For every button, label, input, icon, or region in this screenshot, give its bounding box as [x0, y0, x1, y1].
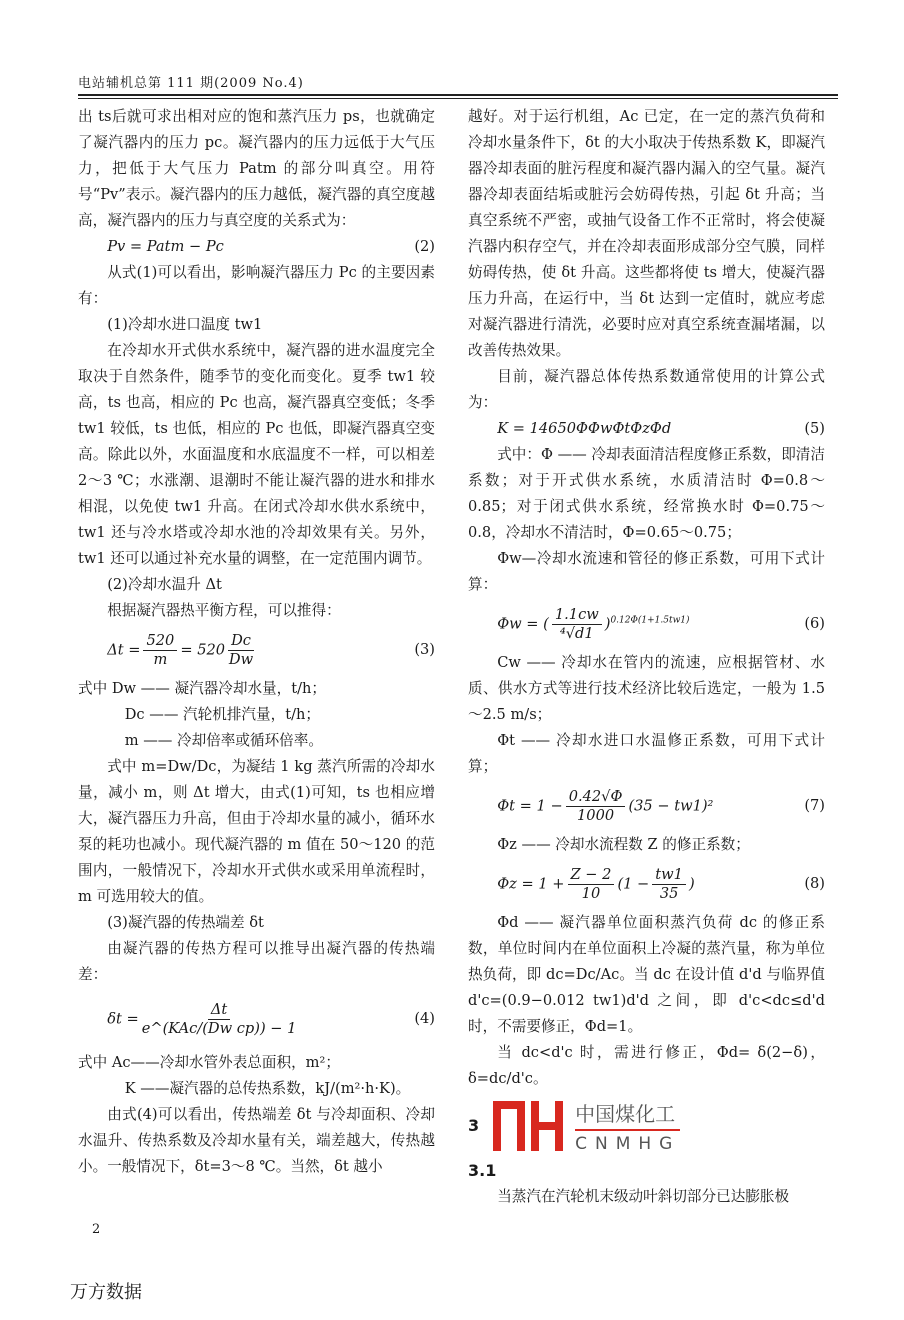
equation-body: [107, 632, 257, 669]
equation-body: [107, 1001, 299, 1038]
section-heading-3-1: 3.1: [468, 1161, 497, 1180]
eq-text: ): [688, 875, 695, 892]
eq-text: δt =: [107, 1010, 139, 1027]
logo-text-cn: 中国煤化工: [575, 1098, 680, 1131]
eq-text: Δt =: [107, 641, 141, 658]
numerator: Dc: [228, 632, 254, 651]
section-3-row: [468, 1098, 825, 1154]
eq-text: (1 −: [617, 875, 650, 892]
equation-number: (3): [414, 641, 435, 658]
denominator: 10: [581, 884, 601, 902]
definition: K ——凝汽器的总传热系数，kJ/(m²·h·K)。: [124, 1080, 411, 1097]
denominator: Dw: [228, 650, 254, 668]
equation-number: (4): [414, 1010, 435, 1027]
denominator: 35: [659, 884, 679, 902]
fraction: [552, 606, 602, 643]
eq-text: Φz = 1 +: [497, 875, 565, 892]
equation-7: [468, 780, 825, 832]
paragraph: 出 ts后就可求出相对应的饱和蒸汽压力 ps，也就确定了凝汽器内的压力 pc。凝汽器内的压力远低于大气压力，把低于大气压力 Patm 的部分叫真空。用符号“Pv”表示。凝汽器内的压力越低，凝汽器的真空度越高，凝汽器内的压力与真空度的关系式为：: [78, 108, 435, 229]
eq-text: Φw =: [497, 615, 539, 632]
equation-8: [468, 858, 825, 910]
header-rule: [78, 94, 838, 96]
equation-body: K = 14650ΦΦwΦtΦzΦd: [497, 420, 672, 437]
paragraph: 目前，凝汽器总体传热系数通常使用的计算公式为：: [468, 368, 825, 411]
fraction: [566, 788, 626, 825]
denominator: ⁴√d1: [559, 624, 594, 642]
right-column: [468, 104, 825, 1210]
paragraph: Φw—冷却水流速和管径的修正系数，可用下式计算：: [468, 550, 825, 593]
paragraph: 由凝汽器的传热方程可以推导出凝汽器的传热端差：: [78, 940, 435, 983]
equation-body: [497, 788, 713, 825]
watermark-logo: [493, 1098, 680, 1154]
paragraph: 式中 m=Dw/Dc，为凝结 1 kg 蒸汽所需的冷却水量，减小 m，则 Δt 增大，由式(1)可知，ts 也相应增大，凝汽器压力升高，但由于冷却水量的减小，循环水泵的耗功也减小。现代凝汽器的 m 值在 50～120 的范围内，一般情况下，冷却水开式供水或采用单流程时，m 可选用较大的值。: [78, 758, 435, 905]
paragraph: 式中：Φ —— 冷却表面清洁程度修正系数，即清洁系数；对于开式供水系统，水质清洁时 Φ=0.8～0.85；对于闭式供水系统，经常换水时 Φ=0.75～0.8，冷却水不清洁时，Φ=0.65～0.75；: [468, 446, 825, 541]
paragraph: 从式(1)可以看出，影响凝汽器压力 Pc 的主要因素有：: [78, 264, 435, 307]
logo-text-en: CNMHG: [575, 1134, 681, 1154]
equation-3: [78, 624, 435, 676]
definition: 式中 Dw —— 凝汽器冷却水量，t/h；: [78, 680, 327, 697]
eq-text: (35 − tw1)²: [628, 797, 714, 814]
fraction: [228, 632, 254, 669]
equation-4: [78, 988, 435, 1050]
numerator: 0.42√Φ: [566, 788, 626, 807]
equation-body: Pv = Patm − Pc: [107, 238, 224, 255]
subheading: (3)凝汽器的传热端差 δt: [107, 914, 264, 931]
equation-body: Φw = ( $\frac{1.1cw}{\text{⁴√d1}}$ )$^{0.12\Phi(1+1.5tw1)}$: [497, 605, 690, 642]
eq-text: Φt = 1 −: [497, 797, 563, 814]
equation-2: [78, 234, 435, 260]
section-heading-3: 3: [468, 1116, 480, 1135]
equation-body: [497, 866, 694, 903]
numerator: 520: [143, 632, 177, 651]
fraction: [652, 866, 686, 903]
equation-number: (7): [804, 797, 825, 814]
running-header: 电站辅机总第 111 期(2009 No.4): [78, 76, 304, 91]
paragraph: 由式(4)可以看出，传热端差 δt 与冷却面积、冷却水温升、传热系数及冷却水量有关，端差越大，传热越小。一般情况下，δt=3～8 ℃。当然，δt 越小: [78, 1106, 435, 1175]
exponent: 0.12Φ(1+1.5tw1): [610, 615, 690, 626]
eq-text: = 520: [180, 641, 226, 658]
header-rule-thin: [78, 98, 838, 99]
equation-number: (6): [804, 615, 825, 632]
paragraph: Cw —— 冷却水在管内的流速，应根据管材、水质、供水方式等进行技术经济比较后选定，一般为 1.5～2.5 m/s；: [468, 654, 825, 723]
equation-6: [468, 598, 825, 650]
paragraph: Φt —— 冷却水进口水温修正系数，可用下式计算；: [468, 732, 825, 775]
logo-mark-icon: [493, 1101, 563, 1151]
equation-number: (8): [804, 875, 825, 892]
equation-5: [468, 416, 825, 442]
equation-number: (2): [414, 238, 435, 255]
paragraph: Φd —— 凝汽器单位面积蒸汽负荷 dc 的修正系数，单位时间内在单位面积上冷凝的蒸汽量，称为单位热负荷，即 dc=Dc/Ac。当 dc 在设计值 d'd 与临界值 d'c=(0.9−0.012 tw1)d'd 之间，即 d'c<dc≤d'd 时，不需要修正，Φd=1。: [468, 914, 825, 1035]
left-column: [78, 104, 435, 1180]
equation-number: (5): [804, 420, 825, 437]
paragraph: 当蒸汽在汽轮机末级动叶斜切部分已达膨胀极: [497, 1188, 790, 1205]
subheading: (2)冷却水温升 Δt: [107, 576, 222, 593]
paragraph: 根据凝汽器热平衡方程，可以推得：: [107, 602, 341, 619]
subheading: (1)冷却水进口温度 tw1: [107, 316, 263, 333]
definition: 式中 Ac——冷却水管外表总面积，m²；: [78, 1054, 340, 1071]
denominator: m: [153, 650, 168, 668]
numerator: Δt: [208, 1001, 230, 1020]
footer-source: 万方数据: [70, 1282, 142, 1303]
definition: Dc —— 汽轮机排汽量，t/h；: [124, 706, 320, 723]
denominator: e^(KAc/(Dw cp)) − 1: [141, 1019, 297, 1037]
denominator: 1000: [577, 806, 615, 824]
page-number: 2: [92, 1222, 101, 1237]
numerator: tw1: [652, 866, 686, 885]
paragraph: 在冷却水开式供水系统中，凝汽器的进水温度完全取决于自然条件，随季节的变化而变化。夏季 tw1 较高，ts 也高，相应的 Pc 也高，凝汽器真空变低；冬季 tw1 较低，ts 也低，相应的 Pc 也低，即凝汽器真空变高。除此以外，水面温度和水底温度不一样，可以相差 2～3 ℃；水涨潮、退潮时不能让凝汽器的进水和排水相混，以免使 tw1 升高。在闭式冷却水供水系统中，tw1 还与冷水塔或冷却水池的冷却效果有关。另外，tw1 还可以通过补充水量的调整，在一定范围内调节。: [78, 342, 435, 567]
fraction: [142, 1001, 297, 1038]
numerator: 1.1cw: [552, 606, 602, 625]
numerator: Z − 2: [568, 866, 615, 885]
paragraph: 当 dc<d'c 时，需进行修正，Φd= δ(2−δ)，δ=dc/d'c。: [468, 1044, 825, 1087]
paragraph: Φz —— 冷却水流程数 Z 的修正系数；: [497, 836, 750, 853]
fraction: [143, 632, 177, 669]
paragraph: 越好。对于运行机组，Ac 已定，在一定的蒸汽负荷和冷却水量条件下，δt 的大小取决于传热系数 K，即凝汽器冷却表面的脏污程度和凝汽器内漏入的空气量。凝汽器冷却表面结垢或脏污会妨碍传热，引起 δt 升高；当真空系统不严密，或抽气设备工作不正常时，将会使凝汽器内积存空气，并在冷却表面形成部分空气膜，同样妨碍传热，使 δt 升高。这些都将使 ts 增大，使凝汽器压力升高，在运行中，当 δt 达到一定值时，就应考虑对凝汽器进行清洗，必要时应对真空系统查漏堵漏，以改善传热效果。: [468, 108, 825, 359]
definition: m —— 冷却倍率或循环倍率。: [124, 732, 323, 749]
fraction: [568, 866, 615, 903]
